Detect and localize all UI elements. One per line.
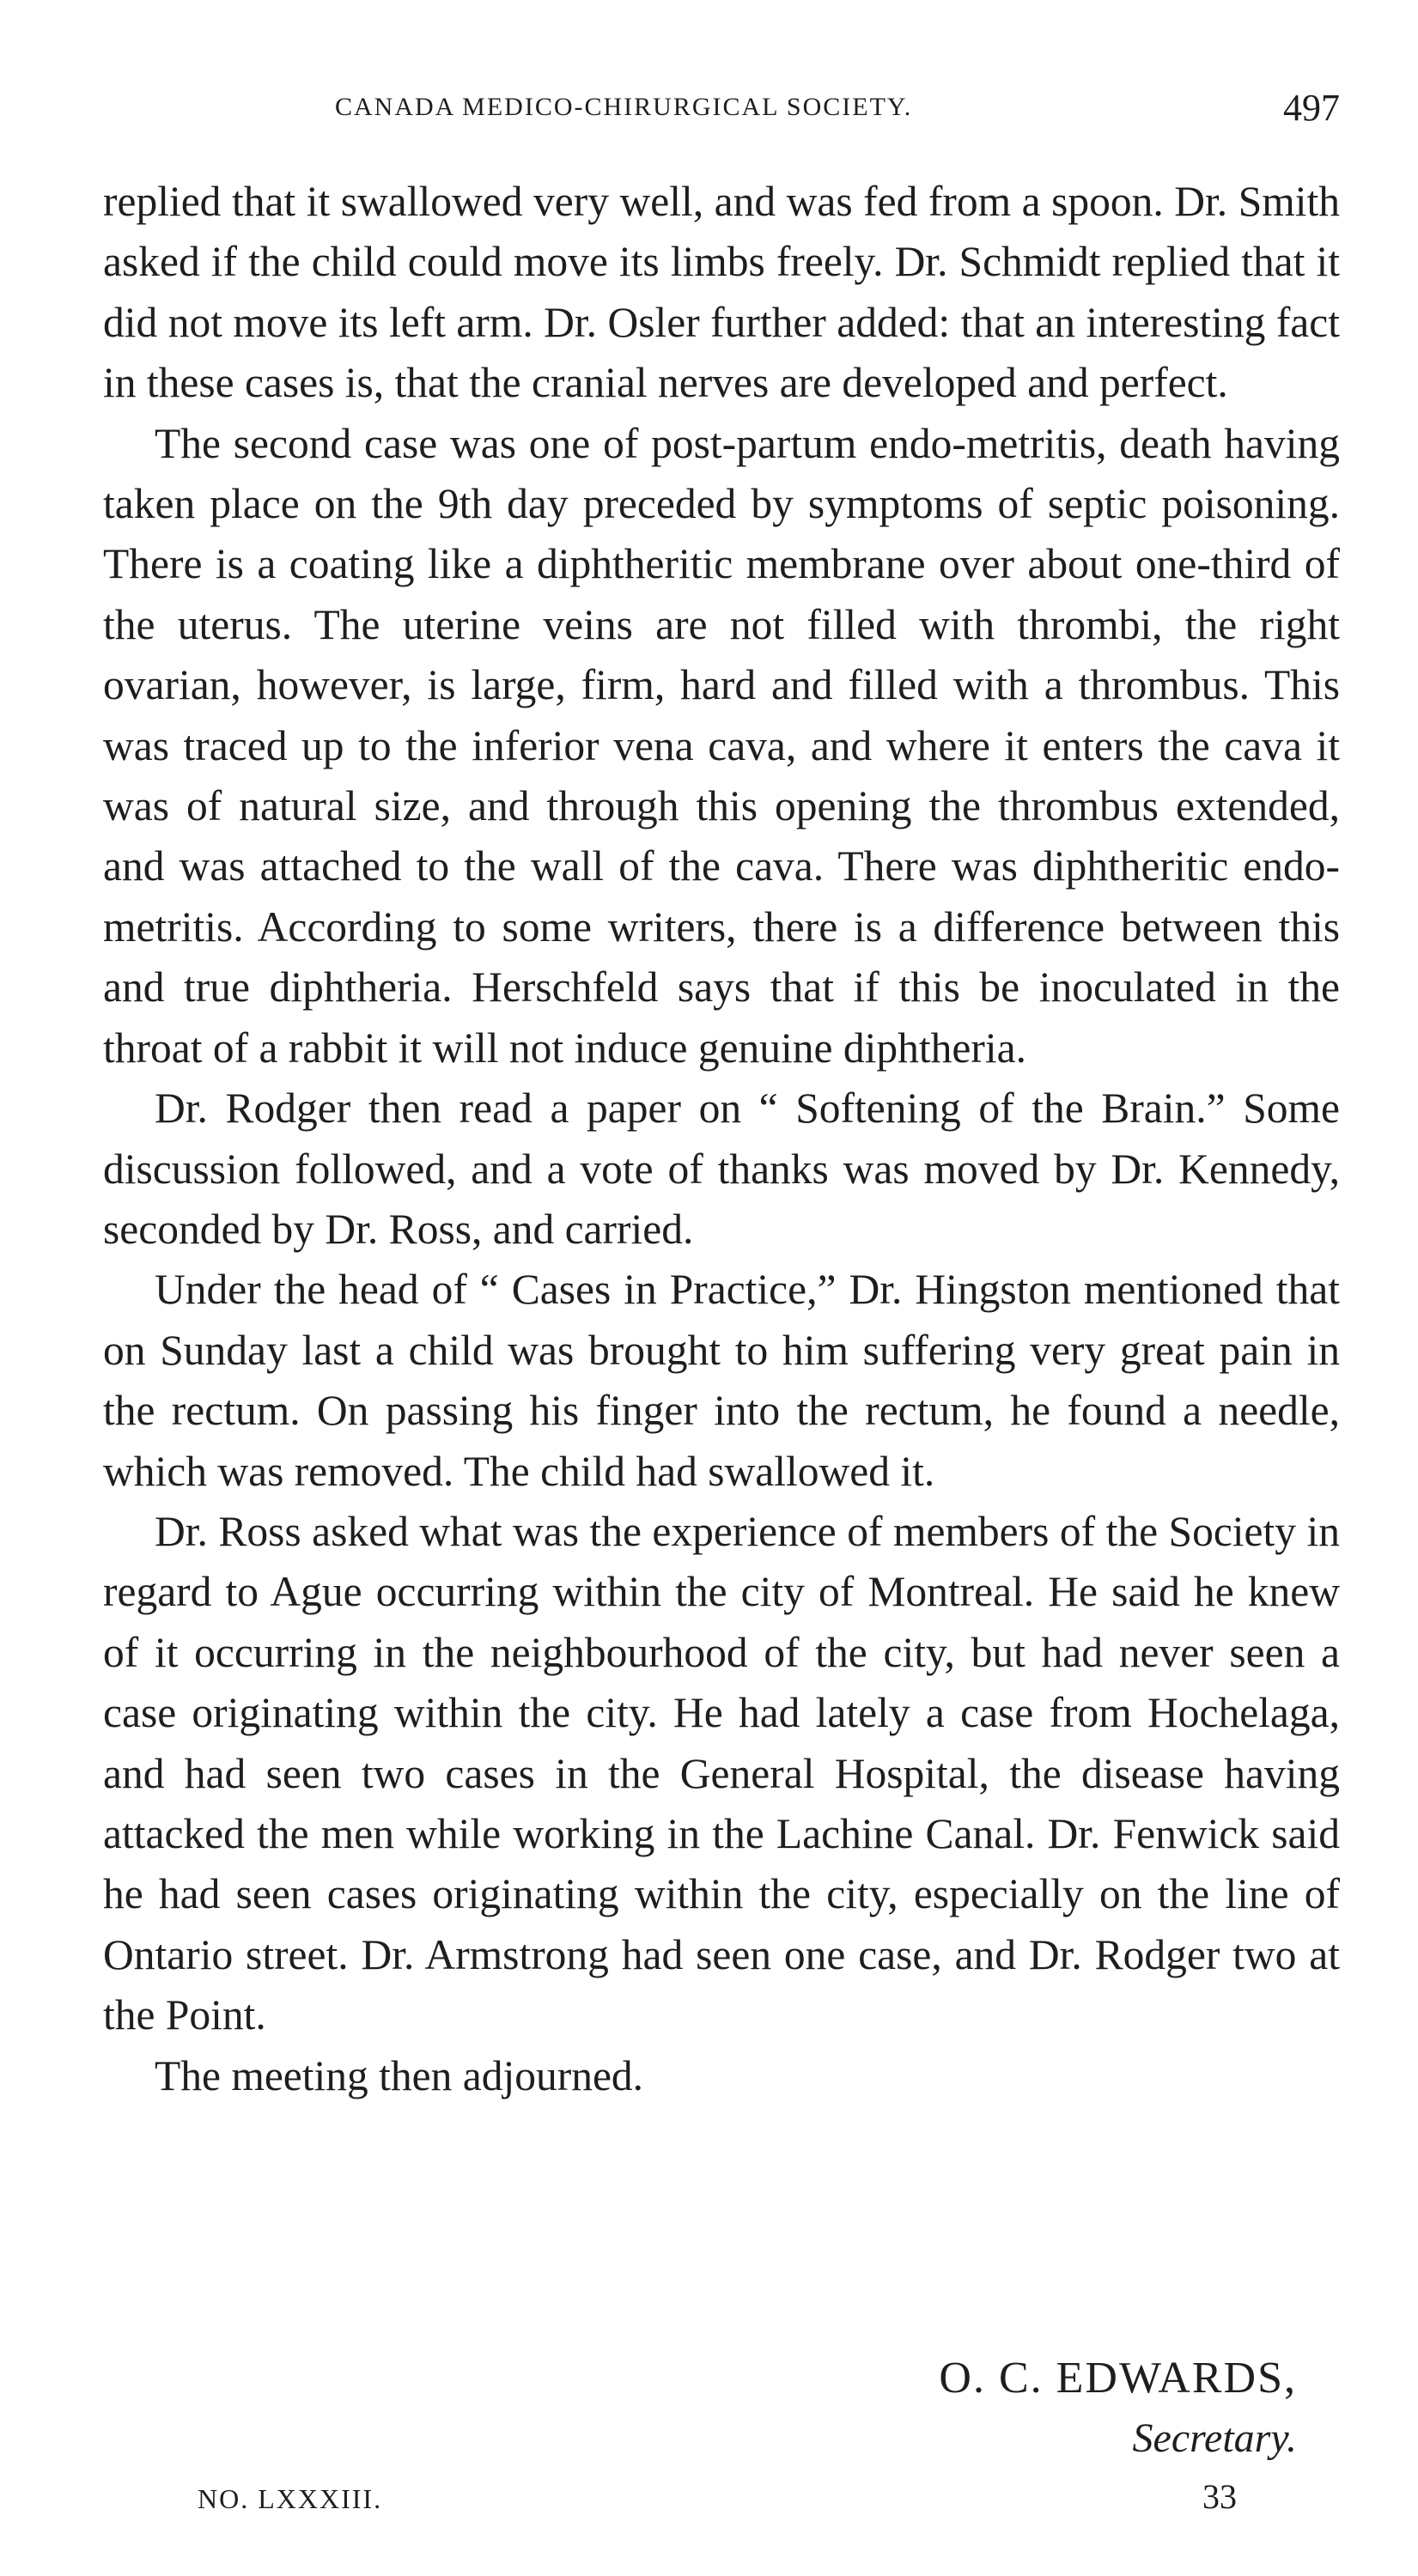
running-title: CANADA MEDICO-CHIRURGICAL SOCIETY. [335,93,913,121]
signature-role: Secretary. [1132,2415,1297,2461]
signature-name: O. C. EDWARDS, [939,2354,1297,2403]
running-header [283,86,1340,137]
paragraph-softening-of-brain: Dr. Rodger then read a paper on “ Softening of the Brain.” Some discussion followed, and a vote of thanks was moved by Dr. Kennedy, seconded by Dr. Ross, and carried. [103,1084,1340,1253]
paragraph-cases-in-practice: Under the head of “ Cases in Practice,” Dr. Hingston mentioned that on Sunday last a child was brought to him suffering very great pain in the rectum. On passing his finger into the rectum, he found a needle, which was removed. The child had swallowed it. [103,1266,1340,1495]
closing-line: The meeting then adjourned. [155,2051,644,2099]
paragraph-endometritis-case: The second case was one of post-partum endo-metritis, death having taken place on the 9th day preceded by symptoms of septic poisoning. There is a coating like a diphtheritic membrane over about one-third of the uterus. The uterine veins are not filled with thrombi, the right ovarian, however, is large, firm, hard and filled with a thrombus. This was traced up to the inferior vena cava, and where it enters the cava it was of natural size, and through this opening the thrombus extended, and was attached to the wall of the cava. There was diphtheritic endo-metritis. According to some writers, there is a difference between this and true diphtheria. Herschfeld says that if this be inoculated in the throat of a rabbit it will not induce genuine diphtheria. [103,419,1340,1072]
paragraph-ague-discussion: Dr. Ross asked what was the experience of members of the Society in regard to Ague occurring within the city of Montreal. He said he knew of it occurring in the neighbourhood of the city, but had never seen a case originating within the city. He had lately a case from Hochelaga, and had seen two cases in the General Hospital, the disease having attacked the men while working in the Lachine Canal. Dr. Fenwick said he had seen cases originating within the city, especially on the line of Ontario street. Dr. Armstrong had seen one case, and Dr. Rodger two at the Point. [103,1507,1340,2039]
body-text [103,172,1340,2106]
paragraph-continuation: replied that it swallowed very well, and was fed from a spoon. Dr. Smith asked if the child could move its limbs freely. Dr. Schmidt replied that it did not move its left arm. Dr. Osler further added: that an interesting fact in these cases is, that the cranial nerves are developed and perfect. [103,178,1340,407]
footer-issue-number: NO. LXXXIII. [198,2483,383,2514]
footer-signature-mark: 33 [1202,2477,1237,2516]
page-number: 497 [1283,87,1340,129]
